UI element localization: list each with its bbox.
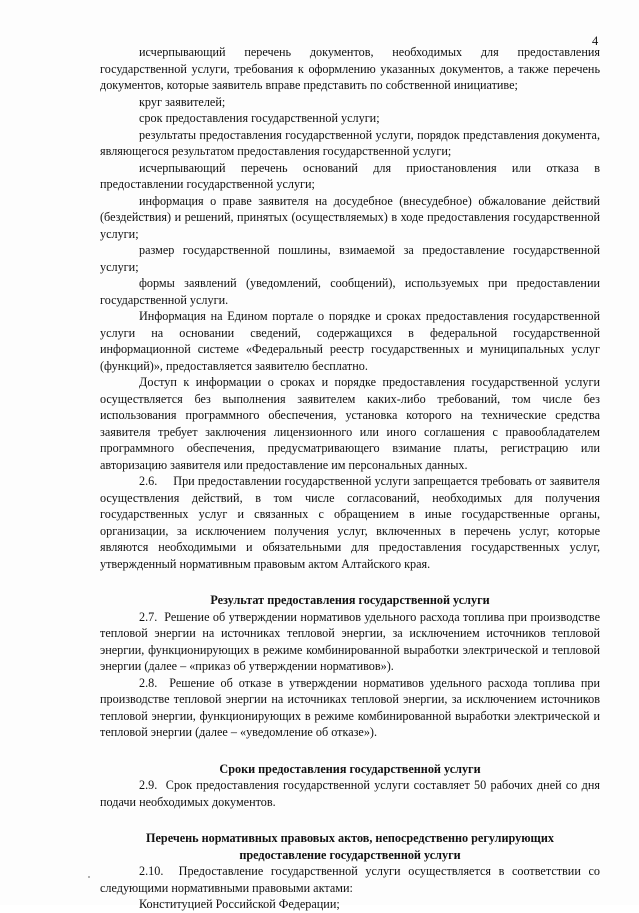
paragraph-results: результаты предоставления государственной услуги, порядок представления документа, являющегося результатом предоставления государственной услуги; [100, 127, 600, 158]
heading-result: Результат предоставления государственной услуги [210, 593, 490, 607]
paragraph-constitution: Конституцией Российской Федерации; [139, 897, 340, 911]
heading-legal-acts: Перечень нормативных правовых актов, непосредственно регулирующих предоставление государственной услуги [146, 831, 554, 862]
paragraph-appeal-rights: информация о праве заявителя на досудебное (внесудебное) обжалование действий (бездействия) и решений, принятых (осуществляемых) в ходе предоставления государственной услуги; [100, 193, 600, 241]
paragraph-forms: формы заявлений (уведомлений, сообщений), используемых при предоставлении государственной услуги. [100, 276, 600, 307]
paragraph-documents-list: исчерпывающий перечень документов, необходимых для предоставления государственной услуги, требования к оформлению указанных документов, а также перечень документов, которые заявитель вправе представить по собственной инициативе; [100, 45, 600, 92]
paragraph-portal-info: Информация на Едином портале о порядке и сроках предоставления государственной услуги на основании сведений, содержащихся в федеральной государственной информационной системе «Федеральный реестр государственных и муниципальных услуг (функций)», предоставляется заявителю бесплатно. [100, 309, 600, 373]
paragraph-grounds: исчерпывающий перечень оснований для приостановления или отказа в предоставлении государственной услуги; [100, 160, 600, 191]
paragraph-term: срок предоставления государственной услуги; [139, 111, 380, 125]
page-number: 4 [592, 34, 599, 48]
heading-terms: Сроки предоставления государственной услуги [219, 761, 481, 776]
paragraph-access: Доступ к информации о сроках и порядке предоставления государственной услуги осуществляется без выполнения заявителем каких-либо требований, том числе без использования программного обеспечения, установка которого на технические средства заявителя требует заключения лицензионного или иного соглашения с правообладателем программного обеспечения, предусматривающего взимание платы, регистрацию или авторизацию заявителя или предоставление им персональных данных. [100, 375, 600, 472]
paragraph-state-fee: размер государственной пошлины, взимаемой за предоставление государственной услуги; [100, 243, 600, 274]
spacer [100, 572, 600, 592]
spacer [100, 741, 600, 761]
spacer [100, 810, 600, 830]
paragraph-2-10: 2.10. Предоставление государственной услуги осуществляется в соответствии со следующими нормативными правовыми актами: [100, 864, 604, 895]
scan-artifact [88, 876, 90, 878]
paragraph-applicants: круг заявителей; [139, 94, 226, 109]
paragraph-2-9: 2.9. Срок предоставления государственной услуги составляет 50 рабочих дней со дня подачи необходимых документов. [100, 778, 604, 809]
paragraph-2-6: 2.6. При предоставлении государственной услуги запрещается требовать от заявителя осуществления действий, в том числе согласований, необходимых для получения государственных услуг и связанных с обращением в иные государственные органы, организации, за исключением получения услуг, включенных в перечень услуг, которые являются необходимыми и обязательными для предоставления государственных услуг, утвержденный нормативным правовым актом Алтайского края. [100, 474, 604, 571]
paragraph-2-7: 2.7. Решение об утверждении нормативов удельного расхода топлива при производстве тепловой энергии на источниках тепловой энергии, за исключением источников тепловой энергии, функционирующих в режиме комбинированной выработки электрической и тепловой энергии (далее – «приказ об утверждении нормативов»). [100, 609, 604, 673]
paragraph-2-8: 2.8. Решение об отказе в утверждении нормативов удельного расхода топлива при производстве тепловой энергии на источниках тепловой энергии, за исключением источников тепловой энергии, функционирующих в режиме комбинированной выработки электрической и тепловой энергии (далее – «уведомление об отказе»). [100, 675, 604, 739]
document-body [100, 44, 604, 913]
